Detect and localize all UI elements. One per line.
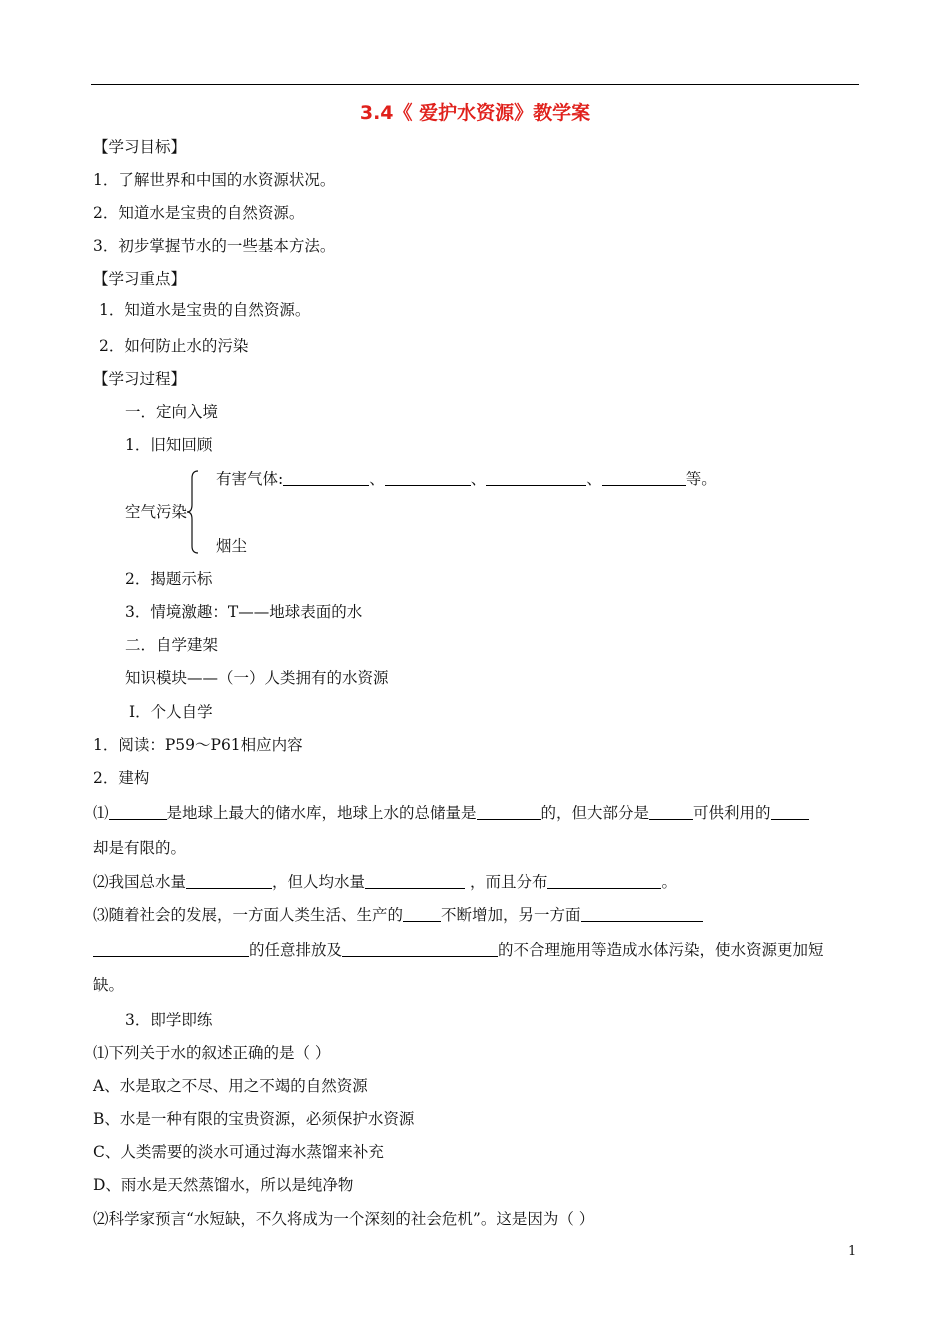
page-number: 1 — [848, 1244, 857, 1259]
fill-blank[interactable] — [403, 906, 441, 922]
mc-question-1: ⑴下列关于水的叙述正确的是（ ） — [93, 1044, 331, 1062]
fill-blank[interactable] — [771, 804, 809, 820]
build-question-3-end: 缺。 — [93, 976, 125, 994]
objective-item: 3．初步掌握节水的一些基本方法。 — [93, 237, 336, 255]
fill-blank[interactable] — [486, 470, 586, 486]
objective-item: 1．了解世界和中国的水资源状况。 — [93, 171, 336, 189]
build-question-3: ⑶随着社会的发展，一方面人类生活、生产的 不断增加，另一方面 — [93, 905, 703, 925]
fill-blank[interactable] — [109, 804, 167, 820]
sub-step: 2．揭题示标 — [125, 570, 213, 588]
build-task: 2．建构 — [93, 769, 150, 787]
fill-blank[interactable] — [342, 941, 498, 957]
key-points-heading: 【学习重点】 — [93, 270, 187, 288]
mc-option: C、人类需要的淡水可通过海水蒸馏来补充 — [93, 1143, 384, 1161]
air-pollution-label: 空气污染 — [125, 503, 188, 521]
fill-blank[interactable] — [581, 906, 703, 922]
practice-heading: 3．即学即练 — [125, 1011, 213, 1029]
key-point-item: 1．知道水是宝贵的自然资源。 — [99, 301, 311, 319]
fill-blank[interactable] — [365, 873, 465, 889]
mc-option: A、水是取之不尽、用之不竭的自然资源 — [93, 1077, 368, 1095]
fill-blank[interactable] — [283, 470, 369, 486]
dust-label: 烟尘 — [216, 537, 248, 555]
fill-blank[interactable] — [602, 470, 686, 486]
build-question-2: ⑵我国总水量 ，但人均水量 ，而且分布 。 — [93, 873, 677, 891]
reading-task: 1．阅读：P59～P61相应内容 — [93, 736, 303, 754]
fill-blank[interactable] — [649, 804, 693, 820]
step-heading: 一．定向入境 — [125, 403, 219, 421]
objectives-heading: 【学习目标】 — [93, 138, 187, 156]
key-point-item: 2．如何防止水的污染 — [99, 337, 249, 355]
build-question-3-cont: 的任意排放及 的不合理施用等造成水体污染，使水资源更加短 — [93, 940, 824, 960]
mc-option: B、水是一种有限的宝贵资源，必须保护水资源 — [93, 1110, 415, 1128]
sub-step: 1．旧知回顾 — [125, 436, 213, 454]
sub-step: 3．情境激趣：T——地球表面的水 — [125, 603, 363, 621]
fill-blank[interactable] — [547, 873, 661, 889]
harmful-gas-line: 有害气体: 、 、 、 等。 — [216, 470, 717, 488]
header-rule — [91, 84, 859, 85]
fill-blank[interactable] — [93, 941, 249, 957]
process-heading: 【学习过程】 — [93, 370, 187, 388]
fill-blank[interactable] — [385, 470, 471, 486]
knowledge-module: 知识模块——（一）人类拥有的水资源 — [125, 669, 389, 687]
build-question-1-cont: 却是有限的。 — [93, 839, 187, 857]
mc-option: D、雨水是天然蒸馏水，所以是纯净物 — [93, 1176, 354, 1194]
fill-blank[interactable] — [186, 873, 272, 889]
curly-brace-icon — [186, 470, 200, 554]
build-question-1: ⑴ 是地球上最大的储水库，地球上水的总储量是 的，但大部分是 可供利用的 — [93, 803, 809, 823]
fill-blank[interactable] — [477, 804, 541, 820]
objective-item: 2．知道水是宝贵的自然资源。 — [93, 204, 305, 222]
gas-suffix: 等。 — [685, 470, 717, 488]
step-heading: 二．自学建架 — [125, 636, 219, 654]
document-title: 3.4《 爱护水资源》教学案 — [359, 102, 591, 124]
self-study: Ⅰ．个人自学 — [129, 703, 213, 721]
mc-question-2: ⑵科学家预言“水短缺，不久将成为一个深刻的社会危机”。这是因为（ ） — [93, 1210, 595, 1228]
gas-prefix: 有害气体: — [216, 470, 284, 488]
